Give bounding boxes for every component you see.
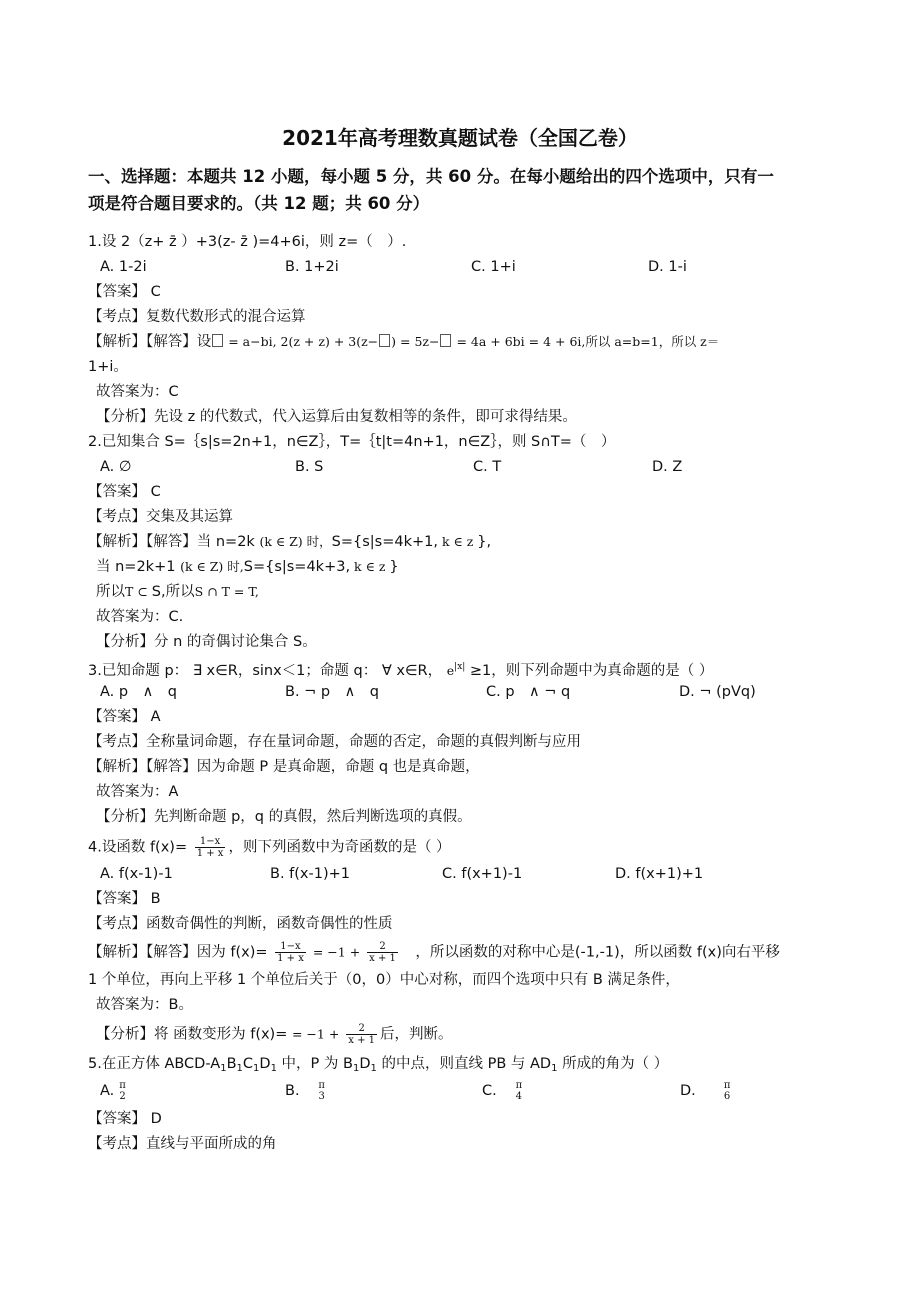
q2-option-a: A. ∅ [100, 459, 132, 475]
fraction: $\frac{1-x}{1 + x}$ [277, 941, 304, 964]
missing-glyph-box [379, 334, 390, 347]
q3-stem: 3.已知命题 p： ∃ x∈R，sinx＜1；命题 q： ∀ x∈R， $e^{|x|} \ge 1$，则下列命题中为真命题的是（ ） [88, 662, 714, 679]
q2-knowledge-point: 【考点】交集及其运算 [88, 509, 233, 525]
q3-analysis: 【解析】【解答】因为命题 P 是真命题，命题 q 也是真命题， [88, 759, 480, 775]
q3-option-b: B. ¬ p ∧ q [285, 684, 379, 700]
fraction: $\frac{2}{x + 1}$ [369, 941, 396, 964]
missing-glyph-box [440, 334, 451, 347]
section-heading-line2: 项是符合题目要求的。（共 12 题；共 60 分） [88, 194, 430, 213]
q5-option-c: C. π 4 [482, 1080, 523, 1102]
q3-conclusion: 故答案为：A [96, 784, 179, 800]
q3-option-c: C. p ∧ ¬ q [486, 684, 571, 700]
q4-analysis-line1: 【解析】【解答】因为 f(x)= $\frac{1-x}{1 + x}$ = −1 + $\frac{2}{x + 1}$ ，所以函数的对称中心是(-1,-1)，所以函数 f(x)向右平移 [88, 941, 780, 964]
q3-option-a: A. p ∧ q [100, 684, 177, 700]
fraction: π 6 [723, 1080, 731, 1102]
q4-option-d: D. f(x+1)+1 [615, 866, 704, 882]
q4-option-a: A. f(x-1)-1 [100, 866, 173, 882]
q4-option-c: C. f(x+1)-1 [442, 866, 523, 882]
q1-option-b: B. 1+2i [285, 259, 339, 275]
q2-summary: 【分析】分 n 的奇偶讨论集合 S。 [96, 634, 317, 650]
q2-analysis-line3: 所以T ⊂ S,所以S ∩ T = T, [96, 584, 259, 600]
q5-option-a: A. π 2 [100, 1080, 126, 1102]
q1-conclusion: 故答案为：C [96, 384, 179, 400]
q2-conclusion: 故答案为：C. [96, 609, 184, 625]
q2-analysis-line1: 【解析】【解答】当 n=2k (k ∈ Z) 时，S={s|s=4k+1, k ∈ z }, [88, 534, 492, 550]
q3-knowledge-point: 【考点】全称量词命题，存在量词命题，命题的否定，命题的真假判断与应用 [88, 734, 581, 750]
q1-summary: 【分析】先设 z 的代数式，代入运算后由复数相等的条件，即可求得结果。 [96, 409, 577, 425]
page-title: 2021年高考理数真题试卷（全国乙卷） [282, 126, 638, 150]
q5-answer: 【答案】 D [88, 1111, 162, 1127]
q1-analysis-line2: 1+i。 [88, 359, 128, 375]
q3-answer: 【答案】 A [88, 709, 161, 725]
q3-option-d: D. ¬ (pVq) [679, 684, 756, 700]
q5-stem: 5.在正方体 ABCD-$A_1B_1C_1D_1$ 中，P 为 $B_1D_1$ 的中点，则直线 PB 与 $AD_1$ 所成的角为（ ） [88, 1056, 669, 1074]
q4-knowledge-point: 【考点】函数奇偶性的判断，函数奇偶性的性质 [88, 916, 393, 932]
q2-stem: 2.已知集合 S=｛s|s=2n+1，n∈Z｝，T=｛t|t=4n+1，n∈Z｝，则 S∩T=（ ） [88, 434, 616, 450]
fraction: π 4 [515, 1080, 523, 1102]
q4-conclusion: 故答案为：B。 [96, 997, 193, 1013]
q2-option-b: B. S [295, 459, 324, 475]
q2-answer: 【答案】 C [88, 484, 161, 500]
q1-knowledge-point: 【考点】复数代数形式的混合运算 [88, 309, 306, 325]
q3-summary: 【分析】先判断命题 p，q 的真假，然后判断选项的真假。 [96, 809, 472, 825]
q4-option-b: B. f(x-1)+1 [270, 866, 350, 882]
q2-analysis-line2: 当 n=2k+1 (k ∈ Z) 时,S={s|s=4k+3, k ∈ z } [96, 559, 399, 575]
q4-answer: 【答案】 B [88, 891, 161, 907]
section-heading-line1: 一、选择题：本题共 12 小题，每小题 5 分，共 60 分。在每小题给出的四个选项中，只有一 [88, 167, 774, 186]
q5-knowledge-point: 【考点】直线与平面所成的角 [88, 1136, 277, 1152]
q1-analysis-line1: 【解析】【解答】设 = a−bi, 2(z + z) + 3(z− ) = 5z− = 4a + 6bi = 4 + 6i,所以 a=b=1，所以 z＝ [88, 334, 720, 350]
fraction: π 3 [318, 1080, 325, 1102]
q4-analysis-line2: 1 个单位，再向上平移 1 个单位后关于（0，0）中心对称，而四个选项中只有 B 满足条件， [88, 972, 680, 988]
q5-option-b: B. π 3 [285, 1080, 325, 1102]
q4-stem: 4.设函数 f(x)= $\frac{1-x}{1 + x}$ ，则下列函数中为奇函数的是（ ） [88, 836, 451, 859]
q2-option-d: D. Z [652, 459, 683, 475]
q4-summary: 【分析】将 函数变形为 f(x)= = −1 + $\frac{2}{x + 1}$ 后，判断。 [96, 1023, 453, 1046]
q1-option-c: C. 1+i [471, 259, 516, 275]
fraction: π 2 [119, 1080, 126, 1102]
q2-option-c: C. T [473, 459, 502, 475]
missing-glyph-box [212, 334, 223, 347]
q1-answer: 【答案】 C [88, 284, 161, 300]
fraction: $\frac{2}{x + 1}$ [348, 1023, 376, 1046]
fraction: $\frac{1-x}{1 + x}$ [196, 836, 224, 859]
q5-option-d: D. π 6 [680, 1080, 731, 1102]
q1-option-d: D. 1-i [648, 259, 687, 275]
q1-option-a: A. 1-2i [100, 259, 147, 275]
q1-stem: 1.设 2（z+ z̄ ）+3(z- z̄ )=4+6i，则 z=（ ）. [88, 234, 407, 250]
